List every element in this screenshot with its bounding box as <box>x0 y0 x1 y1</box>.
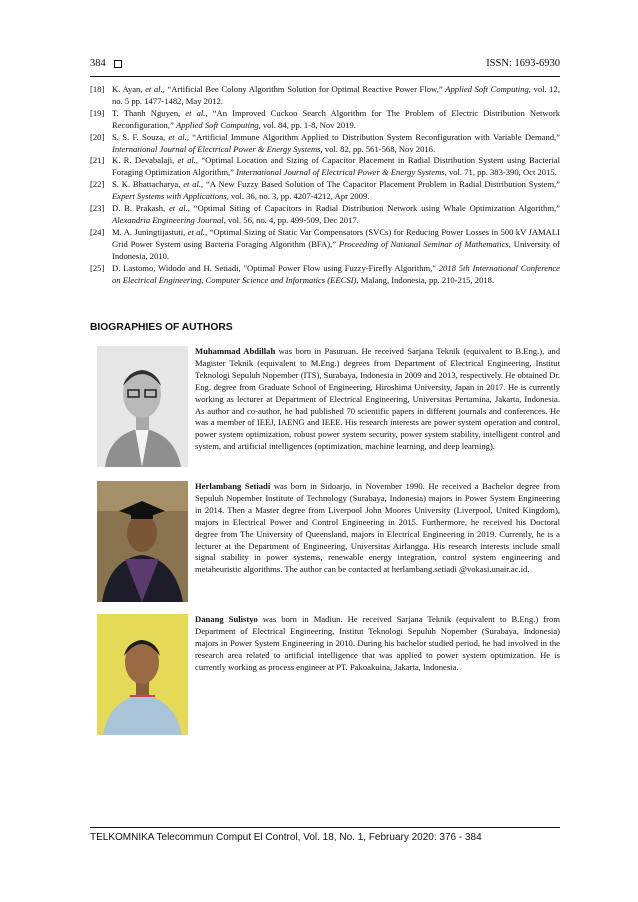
author-photo <box>97 346 188 467</box>
author-bio <box>195 481 560 576</box>
page-header <box>90 58 560 74</box>
author-name: Danang Sulistyo <box>195 614 258 624</box>
author-bio-text: was born in Sidoarjo, in November 1990. He received a Bachelor degree from Sepuluh Nopember Institute of Technology (Surabaya, Indonesia) majors in Power System Engineering in 2014. Then a Master degree from Liverpool John Moores University (Liverpool, United Kingdom), majors in Electrical Power and Control Engineering in 2015. Furthermore, he received his Doctoral degree from The University of Queensland, majors in Electrical Engineering in 2019. Currently, he is a lecturer at the Department of Engineering, Universitas Airlangga. His research interests include small signal stability in power systems, renewable energy integration, control system engineering and metaheuristic algorithms. The author can be contacted at herlambang.setiadi @vokasi.unair.ac.id. <box>195 481 561 575</box>
reference-number: [23] <box>90 203 105 214</box>
reference-text: K. R. Devabalaji, et al., “Optimal Location and Sizing of Capacitor Placement in Radial Distribution System using Bacterial Foraging Optimization Algorithm,” International Journal of Electrical Power & Energy Systems, vol. 71, pp. 383-390, Oct 2015. <box>112 155 560 178</box>
biographies-heading: BIOGRAPHIES OF AUTHORS <box>90 322 233 333</box>
reference-text: D. B. Prakash, et al., “Optimal Siting of Capacitors in Radial Distribution Network using Whale Optimization Algorithm,” Alexandria Engineering Journal, vol. 56, no. 4, pp. 499-509, Dec 2017. <box>112 203 560 225</box>
reference-text: K. Ayan, et al., “Artificial Bee Colony Algorithm Solution for Optimal Reactive Power Flow,” Applied Soft Computing, vol. 12, no. 5 pp. 1477-1482, May 2012. <box>112 84 560 106</box>
author-photo <box>97 481 188 602</box>
header-rule <box>90 76 560 77</box>
reference-item <box>90 227 560 263</box>
page-number: 384 <box>90 58 106 69</box>
reference-item <box>90 203 560 227</box>
reference-text: M. A. Juningtijastuti, et al., “Optimal Sizing of Static Var Compensators (SVCs) for Reducing Power Losses in 500 kV JAMALI Grid Power System using Bacteria Foraging Algorithm (BFA),” Proceeding of National Seminar of Mathematics, University of Indonesia, 2010. <box>112 226 560 261</box>
issn: ISSN: 1693-6930 <box>486 58 560 69</box>
reference-text: S. S. F. Souza, et al., “Artificial Immune Algorithm Applied to Distribution System Reconfiguration with Variable Demand,” International Journal of Electrical Power & Energy Systems, vol. 82, pp. 561-568, Nov 2016. <box>112 131 560 154</box>
reference-number: [20] <box>90 131 105 142</box>
reference-number: [22] <box>90 179 105 190</box>
portrait-image <box>97 481 188 602</box>
author-bio-text: was born in Pasuruan. He received Sarjana Teknik (equivalent to B.Eng.), and Magister Teknik (equivalent to M.Eng.) degrees from Department of Electrical Engineering, Institut Teknologi Sepuluh Nopember (ITS), Surabaya, Indonesia in 2009 and 2013, respectively. He obtained Dr. Eng. degree from Graduate School of Engineering, Hiroshima University, Japan in 2017. He is currently working as lecturer at Department of Electrical Engineering, Universitas Pertamina, Jakarta, Indonesia. As author and co-author, he had published 70 scientific papers in different journals and conferences. He was a member of IEEJ, IAENG and IEEE. His research interests are power system operation and control, power system optimization, robust power system security, power system stability, intelligent control and system, and artificial intelligences (optimization, machine learning, and deep learning). <box>195 346 561 452</box>
author-name: Herlambang Setiadi <box>195 481 271 491</box>
author-bio <box>195 346 560 453</box>
author-bio <box>195 614 560 674</box>
reference-text: T. Thanh Nguyen, et al., “An Improved Cuckoo Search Algorithm for The Problem of Electric Distribution Network Reconfiguration,” Applied Soft Computing, vol. 84, pp. 1-8, Nov 2019. <box>112 107 560 130</box>
reference-text: S. K. Bhattacharya, et al., “A New Fuzzy Based Solution of The Capacitor Placement Problem in Radial Distribution System,” Expert Systems with Applications, vol. 36, no. 3, pp. 4207-4212, Apr 2009. <box>112 179 560 202</box>
reference-number: [19] <box>90 107 105 118</box>
square-icon <box>114 60 122 68</box>
portrait-image <box>97 614 188 735</box>
reference-item <box>90 155 560 179</box>
reference-item <box>90 84 560 108</box>
reference-item <box>90 132 560 156</box>
reference-number: [25] <box>90 262 105 273</box>
reference-item <box>90 108 560 132</box>
page-footer: TELKOMNIKA Telecommun Comput El Control, Vol. 18, No. 1, February 2020: 376 - 384 <box>90 832 482 843</box>
reference-number: [24] <box>90 226 105 237</box>
reference-item <box>90 263 560 287</box>
portrait-image <box>97 346 188 467</box>
reference-number: [21] <box>90 155 105 166</box>
author-name: Muhammad Abdillah <box>195 346 276 356</box>
reference-list <box>90 84 560 286</box>
reference-number: [18] <box>90 84 105 94</box>
footer-rule <box>90 827 560 828</box>
reference-item <box>90 179 560 203</box>
author-bio-text: was born in Madiun. He received Sarjana Teknik (equivalent to B.Eng.) from Department of Electrical Engineering, Institut Teknologi Sepuluh Nopember (Surabaya, Indonesia) majors in Power System Engineering in 2010. During his bachelor studied period, he had involved in the research area related to artificial intelligence that was applied to power system optimization. He is currently working as process engineer at PT. Pakoakuina, Jakarta, Indonesia. <box>195 614 560 672</box>
author-photo <box>97 614 188 735</box>
reference-text: D. Lastomo, Widodo and H. Setiadi, "Optimal Power Flow using Fuzzy-Firefly Algorithm," 2018 5th International Conference on Electrical Engineering, Computer Science and Informatics (EECSI), Malang, Indonesia, pp. 210-215, 2018. <box>112 262 560 285</box>
